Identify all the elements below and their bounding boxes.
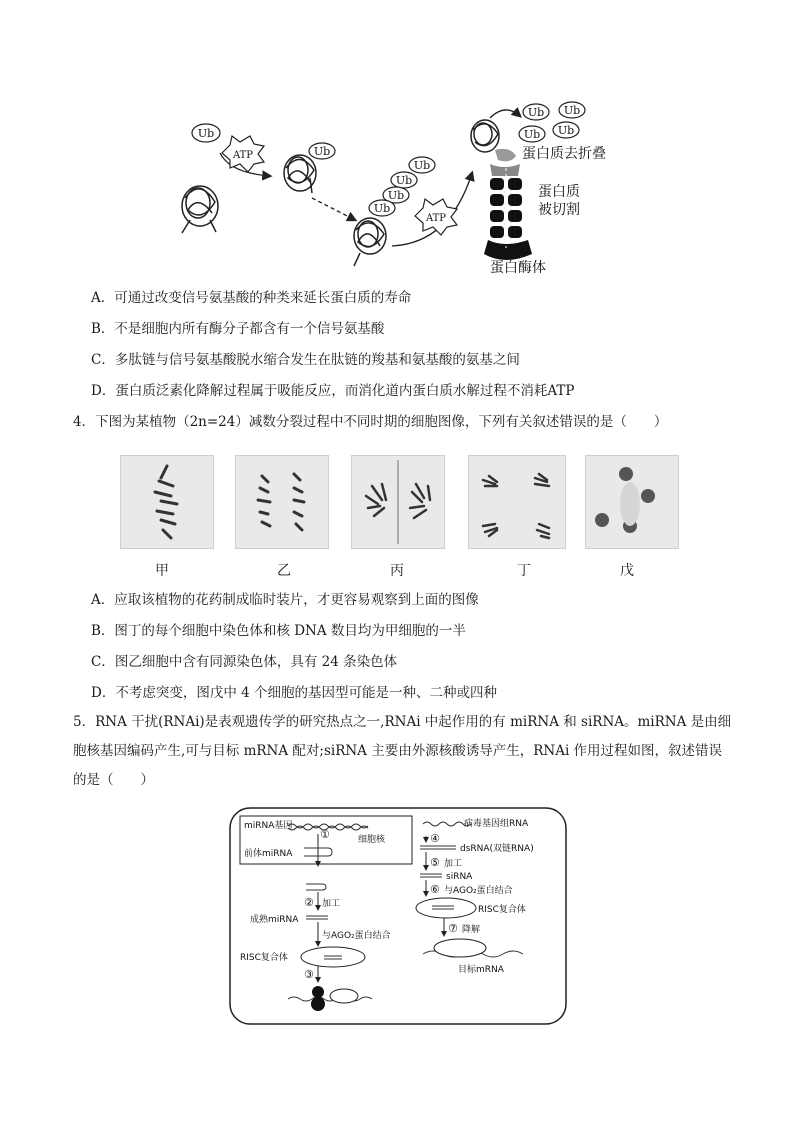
protein-tangle-1 [182,186,218,233]
unfold-label: 蛋白质去折叠 [522,146,606,162]
ub-label: Ub [413,159,431,172]
process2-label: 加工 [444,859,463,869]
micrograph-yi [235,455,329,549]
dsrna-label: dsRNA(双链RNA) [460,844,534,854]
mature-mirna-label: 成熟miRNA [250,915,299,925]
cut-label-2: 被切割 [538,202,580,218]
q4-stem: 4．下图为某植物（2n=24）减数分裂过程中不同时期的细胞图像，下列有关叙述错误的是（ ） [73,414,668,430]
ub-label: Ub [395,174,413,187]
proteasome-label: 蛋白酶体 [490,260,546,276]
caption-ding: 丁 [517,563,531,579]
pre-mirna-label: 前体miRNA [244,849,293,859]
ub-label: Ub [563,104,581,117]
rnai-figure [228,806,568,1028]
ub-label: Ub [527,106,545,119]
q4-option-b: B．图丁的每个细胞中染色体和核 DNA 数目均为甲细胞的一半 [91,623,466,639]
bind-label: 与AGO₂蛋白结合 [322,931,391,941]
protein-tangle-3 [354,218,386,266]
micrograph-ding [468,455,566,549]
atp-label: ATP [232,150,254,161]
step-4: ④ [430,832,440,845]
ubiquitin-figure [160,98,640,283]
step-3: ③ [304,968,314,981]
q3-option-d: D．蛋白质泛素化降解过程属于吸能反应，而消化道内蛋白质水解过程不消耗ATP [91,383,575,399]
step-1: ① [320,828,330,841]
caption-bing: 丙 [390,563,404,579]
ub-label: Ub [557,124,575,137]
ub-label: Ub [313,145,331,158]
q4-option-c: C．图乙细胞中含有同源染色体，具有 24 条染色体 [91,654,398,670]
ub-label: Ub [373,202,391,215]
q5-stem: 5．RNA 干扰(RNAi)是表观遗传学的研究热点之一,RNAi 中起作用的有 miRNA 和 siRNA。miRNA 是由细胞核基因编码产生,可与目标 mRNA 配对;siRNA 主要由外源核酸诱导产生，RNAi 作用过程如图，叙述错误的是（ ） [73,714,732,788]
proteasome [484,149,532,260]
ub-label: Ub [523,128,541,141]
caption-wu: 戊 [620,563,634,579]
q3-option-a: A．可通过改变信号氨基酸的种类来延长蛋白质的寿命 [91,290,412,306]
bind2-label: 与AGO₂蛋白结合 [444,886,513,896]
sirna-label: siRNA [446,872,473,882]
nucleus-label: 细胞核 [358,835,386,845]
micrograph-bing [351,455,445,549]
micrograph-jia [120,455,214,549]
cut-label-1: 蛋白质 [538,184,580,200]
degrade-label: 降解 [462,925,481,935]
protein-tangle-2 [284,155,316,193]
target-mrna-label: 目标mRNA [458,965,504,975]
ub-label: Ub [387,189,405,202]
caption-yi: 乙 [277,563,291,579]
protein-tangle-4 [471,120,499,152]
risc2-label: RISC复合体 [478,905,526,915]
atp-label: ATP [425,213,447,224]
q4-option-a: A．应取该植物的花药制成临时装片，才更容易观察到上面的图像 [91,592,479,608]
risc-label: RISC复合体 [240,953,288,963]
mirna-gene-label: miRNA基因 [244,821,293,831]
q3-option-c: C．多肽链与信号氨基酸脱水缩合发生在肽链的羧基和氨基酸的氨基之间 [91,352,520,368]
step-6: ⑥ [430,883,440,896]
caption-jia: 甲 [155,563,169,579]
micrograph-wu [585,455,679,549]
ub-label: Ub [197,127,215,140]
virus-rna-label: 病毒基因组RNA [464,819,529,829]
q3-option-b: B．不是细胞内所有酶分子都含有一个信号氨基酸 [91,321,385,337]
step-2: ② [304,896,314,909]
q4-option-d: D．不考虑突变，图戊中 4 个细胞的基因型可能是一种、二种或四种 [91,685,497,701]
step-5: ⑤ [430,856,440,869]
process-label: 加工 [322,899,341,909]
step-7: ⑦ [448,922,458,935]
